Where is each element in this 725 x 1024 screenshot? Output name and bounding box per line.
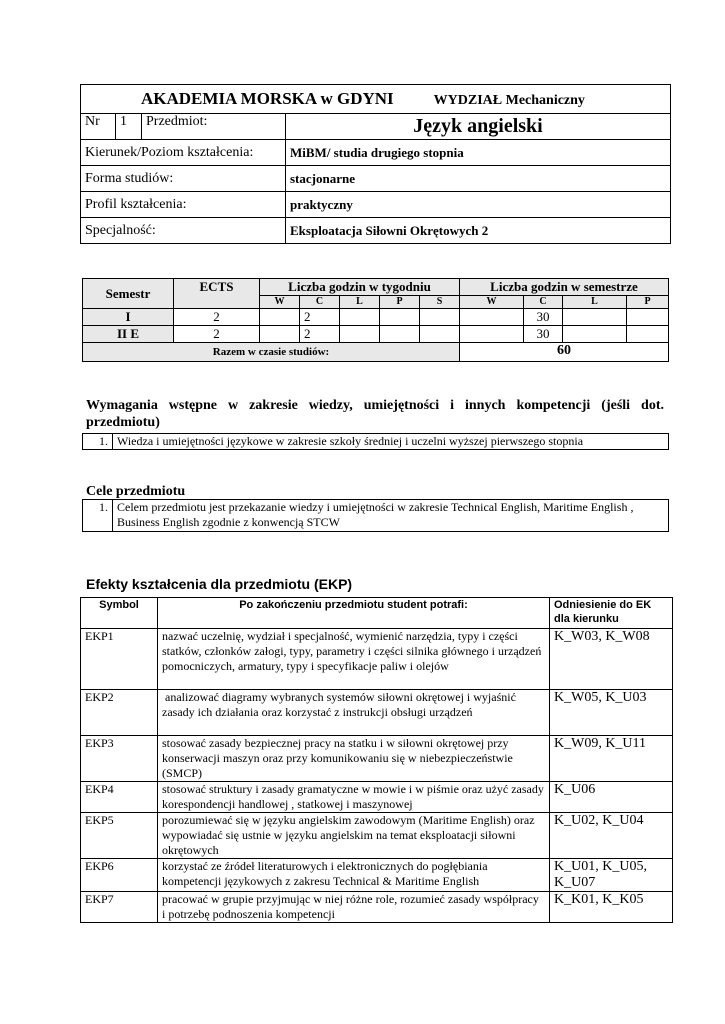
table-row — [81, 859, 673, 892]
goals-title: Cele przedmiotu — [86, 484, 186, 499]
table-row — [81, 782, 673, 813]
table-row — [81, 690, 673, 736]
hours-row — [83, 309, 669, 326]
outcome-symbol: EKP5 — [81, 813, 158, 859]
weekly-col-l: L — [340, 296, 380, 309]
sem-c-cell: 30 — [524, 326, 563, 343]
subject-title: Język angielski — [286, 114, 671, 140]
institution-name: AKADEMIA MORSKA w GDYNI — [141, 89, 394, 108]
outcome-description: porozumiewać się w języku angielskim zawodowym (Maritime English) oraz wypowiadać się ustnie w języku angielskim na temat eksploatacji siłowni okrętowych — [158, 813, 550, 859]
ects-header: ECTS — [174, 279, 260, 309]
table-row — [81, 892, 673, 923]
outcome-reference: K_U01, K_U05, K_U07 — [550, 859, 673, 892]
weekly-w-cell — [260, 309, 300, 326]
total-label: Razem w czasie studiów: — [83, 343, 460, 362]
profile-label: Profil kształcenia: — [81, 192, 286, 218]
weekly-col-s: S — [420, 296, 460, 309]
hours-row — [83, 326, 669, 343]
weekly-l-cell — [340, 326, 380, 343]
outcome-symbol: EKP2 — [81, 690, 158, 736]
item-number: 1. — [83, 434, 113, 450]
field-label: Kierunek/Poziom kształcenia: — [81, 140, 286, 166]
semester-cell: II E — [83, 326, 174, 343]
sem-l-cell — [563, 309, 627, 326]
table-row — [81, 629, 673, 690]
outcome-reference: K_W09, K_U11 — [550, 736, 673, 782]
table-row — [81, 813, 673, 859]
outcomes-title: Efekty kształcenia dla przedmiotu (EKP) — [86, 576, 353, 592]
outcome-symbol: EKP7 — [81, 892, 158, 923]
subject-label: Przedmiot: — [142, 114, 286, 140]
profile-value: praktyczny — [286, 192, 671, 218]
weekly-col-p: P — [380, 296, 420, 309]
semester-hours-header: Liczba godzin w semestrze — [460, 279, 669, 296]
ects-cell: 2 — [174, 309, 260, 326]
nr-value: 1 — [116, 114, 142, 140]
outcome-description: korzystać ze źródeł literaturowych i elektronicznych do pogłębiania kompetencji językowych z zakresu Technical & Maritime English — [158, 859, 550, 892]
semester-col-c: C — [524, 296, 563, 309]
outcome-description: analizować diagramy wybranych systemów siłowni okrętowej i wyjaśnić zasady ich działania oraz korzystać z instrukcji obsługi urządzeń — [158, 690, 550, 736]
weekly-hours-header: Liczba godzin w tygodniu — [260, 279, 460, 296]
outcome-description: nazwać uczelnię, wydział i specjalność, wymienić narzędzia, typy i części statków, członków załogi, typy, parametry i części silnika głównego i urządzeń pomocniczych, armatury, typy i specyfikacje paliw i olejów — [158, 629, 550, 690]
item-text: Celem przedmiotu jest przekazanie wiedzy i umiejętności w zakresie Technical English, Maritime English , Business English zgodnie z konwencją STCW — [113, 500, 669, 532]
weekly-c-cell: 2 — [300, 326, 340, 343]
outcome-description: pracować w grupie przyjmując w niej różne role, rozumieć zasady współpracy i potrzebę podnoszenia kompetencji — [158, 892, 550, 923]
weekly-l-cell — [340, 309, 380, 326]
outcome-description: stosować zasady bezpiecznej pracy na statku i w siłowni okrętowej przy konserwacji maszyn oraz przy komunikowaniu się w niebezpieczeństwie (SMCP) — [158, 736, 550, 782]
institution-row — [81, 85, 671, 114]
hours-table — [82, 278, 669, 362]
sem-p-cell — [627, 326, 669, 343]
outcome-symbol: EKP4 — [81, 782, 158, 813]
requirements-title: Wymagania wstępne w zakresie wiedzy, umiejętności i innych kompetencji (jeśli dot. przedmiotu) — [86, 398, 664, 430]
specialty-value: Eksploatacja Siłowni Okrętowych 2 — [286, 218, 671, 244]
reference-header: Odniesienie do EK dla kierunku — [550, 598, 673, 629]
semester-col-w: W — [460, 296, 524, 309]
goals-table — [82, 499, 669, 532]
semester-col-p: P — [627, 296, 669, 309]
weekly-w-cell — [260, 326, 300, 343]
list-item — [83, 434, 669, 450]
sem-c-cell: 30 — [524, 309, 563, 326]
outcome-symbol: EKP6 — [81, 859, 158, 892]
item-text: Wiedza i umiejętności językowe w zakresie szkoły średniej i uczelni wyższej pierwszego stopnia — [113, 434, 669, 450]
weekly-col-c: C — [300, 296, 340, 309]
sem-l-cell — [563, 326, 627, 343]
outcome-symbol: EKP3 — [81, 736, 158, 782]
outcome-reference: K_K01, K_K05 — [550, 892, 673, 923]
semester-col-l: L — [563, 296, 627, 309]
course-header-table — [80, 84, 671, 244]
outcome-reference: K_U02, K_U04 — [550, 813, 673, 859]
weekly-c-cell: 2 — [300, 309, 340, 326]
item-number: 1. — [83, 500, 113, 532]
sem-w-cell — [460, 326, 524, 343]
outcome-reference: K_W05, K_U03 — [550, 690, 673, 736]
weekly-col-w: W — [260, 296, 300, 309]
weekly-s-cell — [420, 326, 460, 343]
requirements-table — [82, 433, 669, 450]
sem-p-cell — [627, 309, 669, 326]
table-row — [81, 736, 673, 782]
description-header: Po zakończeniu przedmiotu student potrafi: — [158, 598, 550, 629]
nr-label: Nr — [81, 114, 116, 140]
outcome-reference: K_U06 — [550, 782, 673, 813]
semester-cell: I — [83, 309, 174, 326]
faculty-name: WYDZIAŁ Mechaniczny — [433, 93, 585, 108]
study-form-value: stacjonarne — [286, 166, 671, 192]
symbol-header: Symbol — [81, 598, 158, 629]
list-item — [83, 500, 669, 532]
weekly-p-cell — [380, 326, 420, 343]
weekly-p-cell — [380, 309, 420, 326]
ects-cell: 2 — [174, 326, 260, 343]
total-value: 60 — [460, 343, 669, 362]
weekly-s-cell — [420, 309, 460, 326]
outcome-reference: K_W03, K_W08 — [550, 629, 673, 690]
outcomes-table — [80, 597, 673, 923]
study-form-label: Forma studiów: — [81, 166, 286, 192]
outcome-description: stosować struktury i zasady gramatyczne w mowie i w piśmie oraz użyć zasady korespondencji handlowej , statkowej i maszynowej — [158, 782, 550, 813]
sem-w-cell — [460, 309, 524, 326]
specialty-label: Specjalność: — [81, 218, 286, 244]
field-value: MiBM/ studia drugiego stopnia — [286, 140, 671, 166]
outcome-symbol: EKP1 — [81, 629, 158, 690]
semester-header: Semestr — [83, 279, 174, 309]
